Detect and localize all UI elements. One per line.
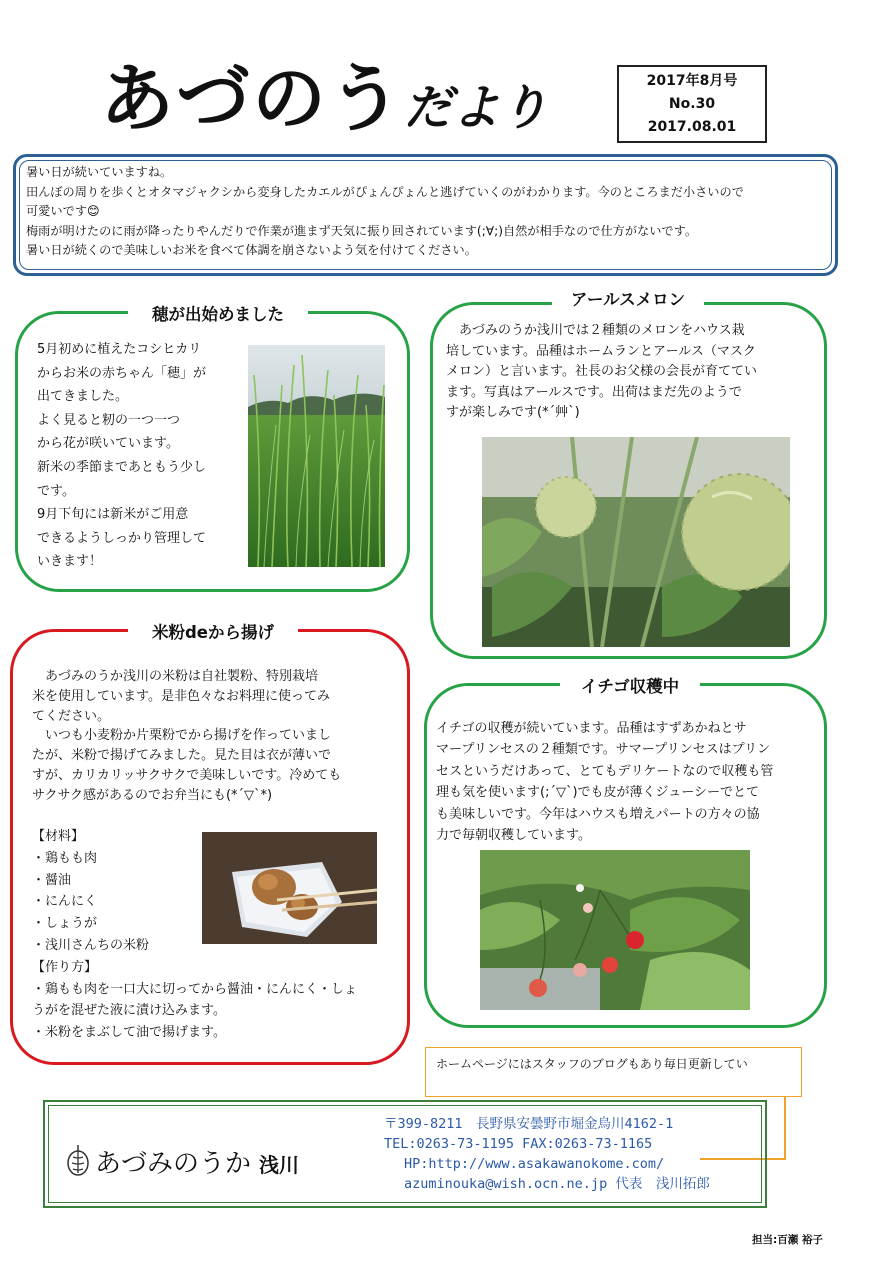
karaage-line: 米を使用しています。是非色々なお料理に使ってみ <box>32 688 330 704</box>
email-representative[interactable]: azuminouka@wish.ocn.ne.jp 代表 浅川拓郎 <box>404 1176 710 1192</box>
karaage-intro-text <box>32 667 341 806</box>
rice-line: 5月初めに植えたコシヒカリ <box>37 342 202 357</box>
strawberry-photo <box>480 850 750 1010</box>
intro-line: 暑い日が続いていますね。 <box>26 165 173 179</box>
note-connector <box>784 1097 786 1159</box>
ingredient-item: ・浅川さんちの米粉 <box>32 937 150 953</box>
melon-line: メロン）と言います。社長のお父様の会長が育ててい <box>446 364 757 380</box>
intro-line: 可愛いです😊 <box>26 204 100 218</box>
logo-main: あづみのうか <box>95 1149 252 1179</box>
melon-photo <box>482 437 790 647</box>
rice-section-text <box>37 338 206 574</box>
strawberry-line: イチゴの収穫が続いています。品種はすずあかねとサ <box>436 721 747 736</box>
method-list <box>32 957 357 1043</box>
issue-month: 2017年8月号 <box>646 73 738 89</box>
karaage-line: てください。 <box>32 708 111 724</box>
newsletter-title <box>100 56 549 142</box>
karaage-line: いつも小麦粉か片栗粉でから揚げを作っていまし <box>32 728 332 744</box>
ingredients-heading: 【材料】 <box>32 829 85 844</box>
karaage-line: すが、カリカリッサクサクで美味しいです。冷めても <box>32 767 342 783</box>
author-credit: 担当:百瀬 裕子 <box>752 1234 823 1246</box>
logo-sub: 浅川 <box>259 1153 300 1177</box>
melon-line: あづみのうか浅川では２種類のメロンをハウス栽 <box>446 323 745 338</box>
intro-line: 田んぼの周りを歩くとオタマジャクシから変身したカエルがぴょんぴょんと逃げていくのがわかります。今のところまだ小さいので <box>26 184 744 199</box>
method-heading: 【作り方】 <box>32 960 98 975</box>
homepage-link[interactable]: HP:http://www.asakawanokome.com/ <box>404 1156 665 1172</box>
rice-line: できるようしっかり管理して <box>37 530 207 546</box>
rice-line: 出てきました。 <box>37 389 129 405</box>
strawberry-line: セスというだけあって、とてもデリケートなので収穫も管 <box>436 763 774 779</box>
melon-line: ます。写真はアールスです。出荷はまだ先のようで <box>446 384 742 400</box>
ingredient-item: ・鶏もも肉 <box>32 850 98 866</box>
ingredient-item: ・醤油 <box>32 872 72 888</box>
title-main: あづのう <box>100 56 404 142</box>
intro-text <box>26 163 826 261</box>
intro-line: 梅雨が明けたのに雨が降ったりやんだりで作業が進まず天気に振り回されています(;∀;)自然が相手なので仕方がないです。 <box>26 223 698 238</box>
rice-line: いきます！ <box>37 554 103 570</box>
issue-date: 2017.08.01 <box>647 119 737 135</box>
rice-section-title: 穂が出始めました <box>128 303 308 327</box>
karaage-photo <box>202 832 377 944</box>
homepage-note: ホームページにはスタッフのブログもあり毎日更新してい <box>425 1047 802 1097</box>
intro-line: 暑い日が続くので美味しいお米を食べて体調を崩さないよう気を付けてください。 <box>26 243 477 257</box>
strawberry-line: も美味しいです。今年はハウスも増えパートの方々の協 <box>436 806 760 822</box>
ingredients-list <box>32 826 149 957</box>
karaage-section-title: 米粉deから揚げ <box>128 621 298 645</box>
issue-box <box>617 65 767 143</box>
karaage-line: あづみのうか浅川の米粉は自社製粉、特別栽培 <box>32 669 319 684</box>
strawberry-line: マープリンセスの２種類です。サマープリンセスはプリン <box>436 742 771 758</box>
strawberry-line: 理も気を使います(;´▽`)でも皮が薄くジューシーでとて <box>436 785 760 801</box>
method-line: ・鶏もも肉を一口大に切ってから醤油・にんにく・しょ <box>32 981 358 997</box>
method-line: ・米粉をまぶして油で揚げます。 <box>32 1024 226 1040</box>
rice-line: 新米の季節まであともう少し <box>37 459 207 475</box>
tel-fax: TEL:0263-73-1195 FAX:0263-73-1165 <box>384 1136 653 1152</box>
melon-section-title: アールスメロン <box>552 288 704 312</box>
ingredient-item: ・にんにく <box>32 894 98 910</box>
karaage-line: たが、米粉で揚げてみました。見た目は衣が薄いで <box>32 748 332 764</box>
melon-line: 培しています。品種はホームランとアールス（マスク <box>446 343 756 359</box>
strawberry-section-title: イチゴ収穫中 <box>560 675 700 699</box>
address: 〒399-8211 長野県安曇野市堀金烏川4162-1 <box>384 1116 674 1132</box>
melon-section-text <box>446 321 757 424</box>
contact-info <box>384 1114 710 1194</box>
strawberry-line: 力で毎朝収穫しています。 <box>436 828 591 844</box>
strawberry-section-text <box>436 718 773 846</box>
rice-line: 9月下旬には新米がご用意 <box>37 507 189 523</box>
rice-line: から花が咲いています。 <box>37 436 179 452</box>
title-small: だより <box>404 80 549 136</box>
rice-line: よく見ると籾の一つ一つ <box>37 412 181 428</box>
rice-line: です。 <box>37 483 75 499</box>
company-logo <box>65 1143 299 1184</box>
rice-line: からお米の赤ちゃん「穂」が <box>37 365 207 381</box>
ingredient-item: ・しょうが <box>32 916 98 932</box>
rice-field-photo <box>248 345 385 567</box>
melon-line: すが楽しみです(*´艸`) <box>446 405 580 421</box>
karaage-line: サクサク感があるのでお弁当にも(*´▽`*) <box>32 787 273 803</box>
method-line: うがを混ぜた液に漬け込みます。 <box>32 1003 226 1019</box>
issue-number: No.30 <box>668 96 716 112</box>
rice-logo-icon <box>65 1145 91 1184</box>
